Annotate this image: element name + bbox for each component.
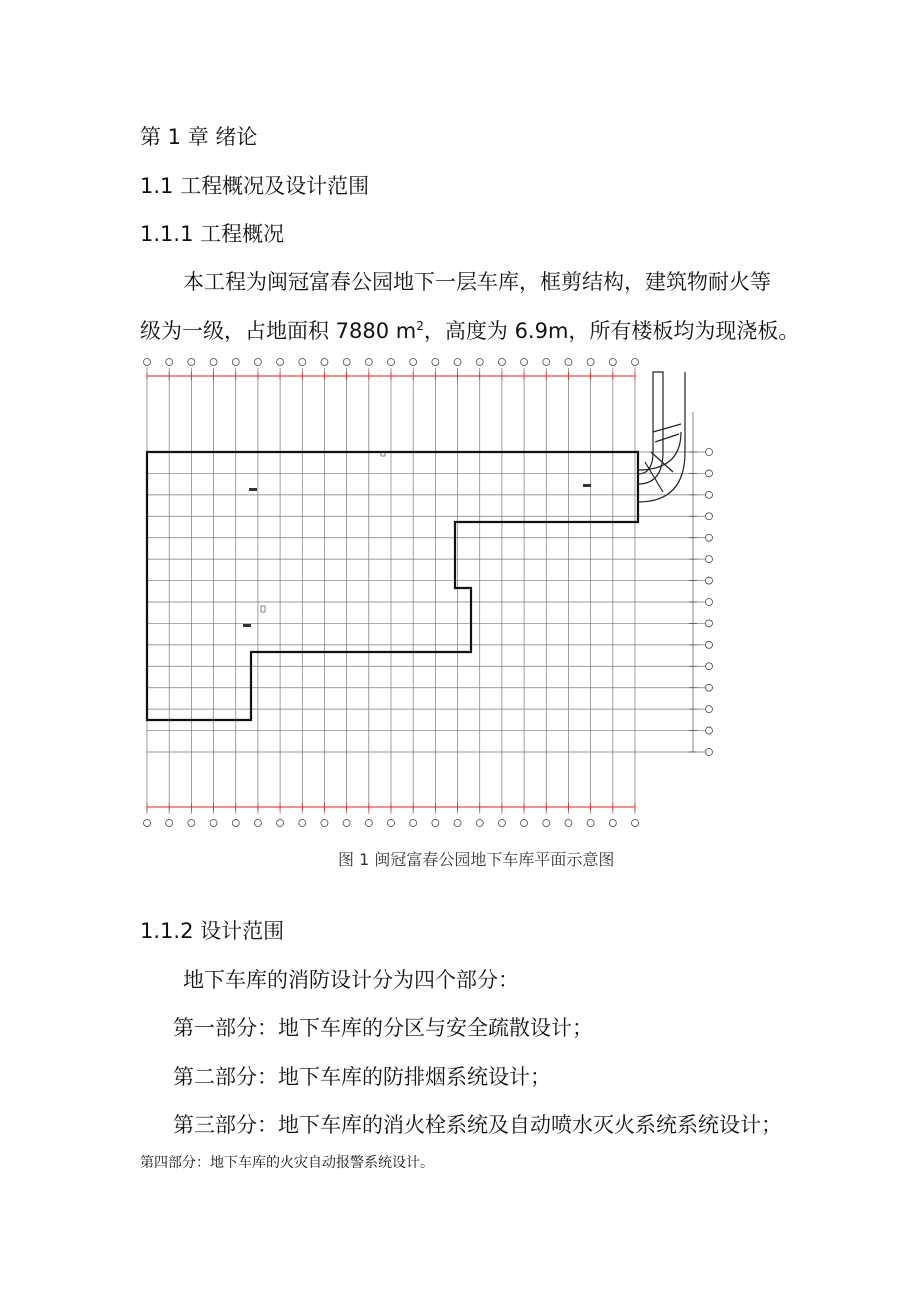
building-outline — [147, 452, 638, 720]
axis-bubble-right — [706, 449, 713, 456]
axis-bubble-bottom — [543, 820, 550, 827]
axis-bubble-top — [343, 359, 350, 366]
axis-bubble-bottom — [166, 820, 173, 827]
overview-line-1: 本工程为闽冠富春公园地下一层车库，框剪结构，建筑物耐火等 — [183, 270, 771, 294]
axis-bubble-top — [365, 359, 372, 366]
scope-part-4: 第四部分：地下车库的火灾自动报警系统设计。 — [140, 1155, 434, 1171]
axis-bubble-bottom — [210, 820, 217, 827]
axis-bubble-top — [410, 359, 417, 366]
chapter-title: 第 1 章 绪论 — [140, 125, 258, 149]
axis-bubble-bottom — [521, 820, 528, 827]
axis-bubble-right — [706, 620, 713, 627]
axis-bubble-right — [706, 727, 713, 734]
axis-bubble-top — [454, 359, 461, 366]
scope-intro: 地下车库的消防设计分为四个部分： — [183, 968, 519, 992]
marker-2 — [249, 488, 257, 491]
axis-bubble-bottom — [454, 820, 461, 827]
axis-bubble-top — [632, 359, 639, 366]
axis-bubble-right — [706, 556, 713, 563]
axis-bubble-right — [706, 684, 713, 691]
axis-bubble-bottom — [144, 820, 151, 827]
axis-bubble-right — [706, 749, 713, 756]
axis-bubble-bottom — [587, 820, 594, 827]
figure-caption: 图 1 闽冠富春公园地下车库平面示意图 — [338, 850, 615, 869]
axis-bubble-bottom — [565, 820, 572, 827]
section-heading-1-1-1: 1.1.1 工程概况 — [140, 222, 285, 246]
axis-bubble-top — [565, 359, 572, 366]
axis-bubble-bottom — [498, 820, 505, 827]
axis-bubble-bottom — [321, 820, 328, 827]
axis-bubble-right — [706, 706, 713, 713]
marker-5 — [261, 606, 265, 612]
section-heading-1-1: 1.1 工程概况及设计范围 — [140, 174, 370, 198]
overview-text-a: 级为一级，占地面积 7880 m — [140, 319, 417, 343]
scope-part-3: 第三部分：地下车库的消火栓系统及自动喷水灭火系统系统设计； — [173, 1113, 782, 1137]
axis-bubble-bottom — [277, 820, 284, 827]
axis-bubble-right — [706, 470, 713, 477]
axis-bubble-top — [144, 359, 151, 366]
axis-bubble-top — [498, 359, 505, 366]
section-heading-1-1-2: 1.1.2 设计范围 — [140, 919, 285, 943]
overview-line-2 — [140, 320, 799, 342]
axis-bubble-top — [166, 359, 173, 366]
axis-bubble-bottom — [476, 820, 483, 827]
overview-superscript: 2 — [416, 319, 424, 333]
axis-bubble-top — [432, 359, 439, 366]
axis-bubble-right — [706, 491, 713, 498]
axis-bubble-right — [706, 577, 713, 584]
grid-vertical-lines — [147, 368, 635, 814]
axis-bubble-top — [277, 359, 284, 366]
axis-bubble-bottom — [388, 820, 395, 827]
axis-bubble-top — [476, 359, 483, 366]
axis-bubble-top — [254, 359, 261, 366]
axis-bubble-top — [210, 359, 217, 366]
axis-bubble-top — [299, 359, 306, 366]
axis-bubble-top — [521, 359, 528, 366]
axis-bubble-right — [706, 534, 713, 541]
axis-bubble-bottom — [609, 820, 616, 827]
axis-bubble-top — [188, 359, 195, 366]
axis-bubble-bottom — [232, 820, 239, 827]
axis-bubble-bottom — [410, 820, 417, 827]
grid-horizontal-lines — [147, 452, 705, 752]
axis-bubble-right — [706, 513, 713, 520]
scope-part-1: 第一部分：地下车库的分区与安全疏散设计； — [173, 1016, 593, 1040]
axis-bubble-bottom — [343, 820, 350, 827]
axis-bubble-bottom — [432, 820, 439, 827]
ramp — [638, 372, 685, 502]
axis-bubble-bottom — [632, 820, 639, 827]
overview-text-b: ，高度为 6.9m，所有楼板均为现浇板。 — [423, 319, 800, 343]
marker-3 — [583, 484, 591, 487]
marker-4 — [243, 624, 251, 627]
axis-bubble-right — [706, 641, 713, 648]
axis-bubble-right — [706, 663, 713, 670]
axis-bubble-bottom — [254, 820, 261, 827]
axis-bubble-top — [587, 359, 594, 366]
axis-bubble-top — [232, 359, 239, 366]
axis-bubble-bottom — [188, 820, 195, 827]
axis-bubble-top — [321, 359, 328, 366]
scope-part-2: 第二部分：地下车库的防排烟系统设计； — [173, 1065, 551, 1089]
axis-bubble-right — [706, 599, 713, 606]
axis-bubble-bottom — [299, 820, 306, 827]
axis-bubble-top — [388, 359, 395, 366]
axis-bubble-bottom — [365, 820, 372, 827]
garage-floor-plan — [133, 352, 719, 837]
axis-bubble-top — [543, 359, 550, 366]
axis-bubble-top — [609, 359, 616, 366]
